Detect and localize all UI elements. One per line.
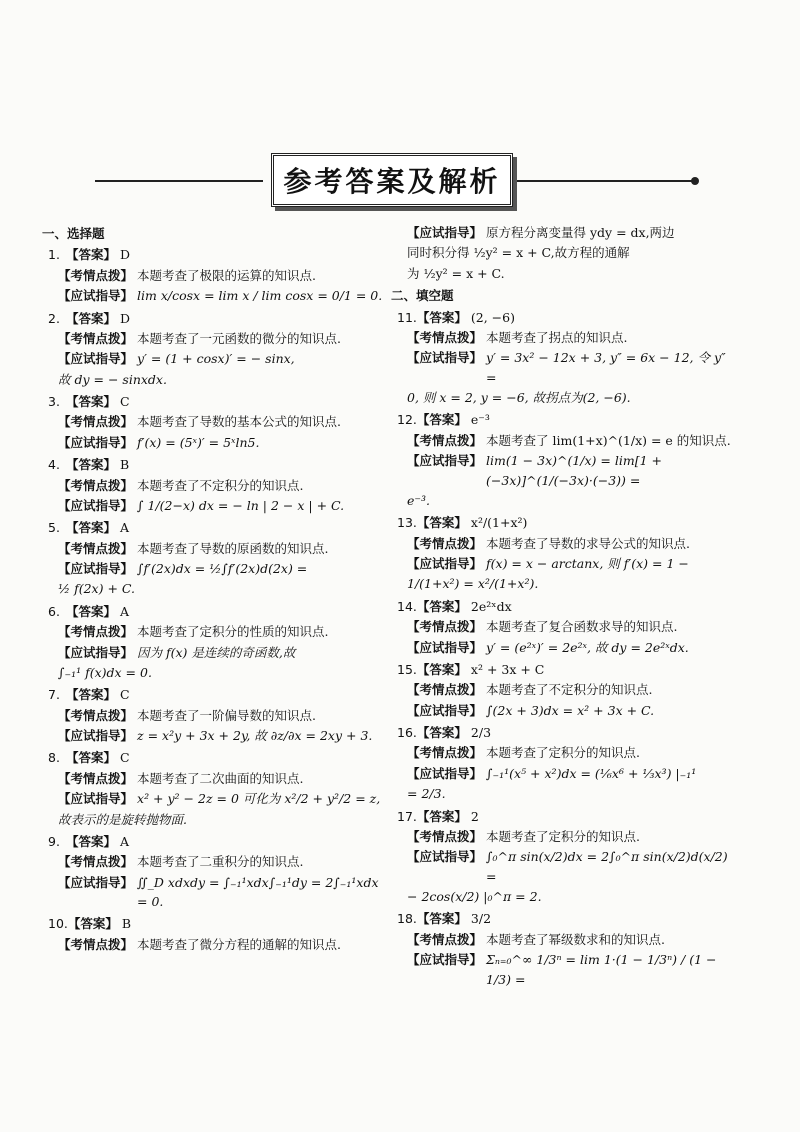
guide-label: 【应试指导】 [407,350,483,366]
point-line [58,476,383,495]
question-number: 11. [397,309,417,325]
answer-label: 【答案】 [66,520,117,536]
answer-label: 【答案】 [66,603,117,619]
guide-line [58,433,383,452]
guide-label: 【应试指导】 [407,556,483,571]
guide-label: 【应试指导】 [58,561,134,576]
answer-line [397,909,737,928]
point-line [58,769,383,788]
guide-text: lim x/cosx = lim x / lim cosx = 0/1 = 0. [137,288,383,304]
answer-value: 2 [470,808,479,824]
guide-label: 【应试指导】 [58,791,134,807]
question-number: 8. [48,750,60,766]
point-label: 【考情点拨】 [407,828,483,844]
section-heading-fill: 二、填空题 [391,288,454,304]
answer-value: C [120,750,130,766]
guide-text: ∫₀^π sin(x/2)dx = 2∫₀^π sin(x/2)d(x/2) = [486,849,728,884]
right-items [397,308,737,989]
question-item [48,602,383,683]
question-number: 1. [48,247,60,263]
guide-label: 【应试指导】 [58,644,134,660]
point-label: 【考情点拨】 [407,329,483,345]
question-number: 17. [397,808,417,824]
guide-continuation: − 2cos(x/2) |₀^π = 2. [407,889,542,904]
answer-line [48,832,383,851]
guide-line [58,726,383,745]
section-heading-choice: 一、选择题 [42,226,105,241]
point-line [58,412,383,431]
question-number: 10. [48,916,68,932]
point-label: 【考情点拨】 [407,745,483,761]
guide-text: Σₙ₌₀^∞ 1/3ⁿ = lim 1·(1 − 1/3ⁿ) / (1 − 1/3) = [486,952,717,987]
point-text: 本题考查了微分方程的通解的知识点. [137,936,341,952]
answer-line [48,748,383,767]
question-item [397,597,737,657]
point-label: 【考情点拨】 [407,432,483,448]
point-label: 【考情点拨】 [58,477,134,493]
answer-line [48,455,383,474]
answer-label: 【答案】 [66,310,117,326]
answer-line [397,410,737,429]
point-label: 【考情点拨】 [58,540,134,556]
question-item [48,245,383,305]
right-rule [517,180,695,182]
point-line [407,680,737,699]
answer-label: 【答案】 [67,916,118,932]
guide-label: 【应试指导】 [58,728,134,743]
point-text: 本题考查了定积分的知识点. [486,745,640,761]
point-label: 【考情点拨】 [407,619,483,635]
left-column [42,222,383,957]
guide-label: 【应试指导】 [407,702,483,718]
answer-label: 【答案】 [66,833,117,849]
point-text: 本题考查了定积分的性质的知识点. [137,624,329,640]
answer-label: 【答案】 [416,309,467,325]
point-label: 【考情点拨】 [58,330,134,346]
guide-line [407,764,737,783]
answer-line [397,513,737,532]
question-item [397,660,737,720]
answer-label: 【答案】 [416,725,467,740]
point-label: 【考情点拨】 [58,854,134,870]
answer-label: 【答案】 [66,457,117,473]
guide-line [58,286,383,305]
answer-label: 【答案】 [66,687,117,703]
answer-label: 【答案】 [66,394,117,409]
guide-text: ∫ 1/(2−x) dx = − ln | 2 − x | + C. [137,497,345,513]
question-number: 4. [48,457,60,473]
point-label: 【考情点拨】 [58,936,134,952]
guide-label: 【应试指导】 [58,288,134,304]
guide-line [58,789,383,808]
guide-label: 【应试指导】 [58,434,134,450]
answer-value: 3/2 [470,911,492,927]
guide-text: y′ = 3x² − 12x + 3, y″ = 6x − 12, 令 y″ = [486,350,726,385]
question-item [48,392,383,452]
point-label: 【考情点拨】 [58,770,134,786]
question-number: 2. [48,310,60,326]
guide-label: 【应试指导】 [58,874,134,890]
question-number: 13. [397,515,417,531]
guide-line [407,223,737,242]
point-label: 【考情点拨】 [407,931,483,947]
point-text: 本题考查了导数的求导公式的知识点. [486,535,690,551]
point-label: 【考情点拨】 [58,267,134,283]
guide-text: x² + y² − 2z = 0 可化为 x²/2 + y²/2 = z, [137,791,381,807]
question-item [397,807,737,907]
question-number: 12. [397,412,417,428]
point-text: 本题考查了拐点的知识点. [486,329,628,345]
question-item [48,685,383,745]
answer-value: C [120,394,130,409]
left-items [48,245,383,954]
guide-line [407,950,737,989]
answer-line [48,914,383,933]
answer-label: 【答案】 [66,247,117,263]
question-number: 16. [397,725,417,740]
point-text: 本题考查了复合函数求导的知识点. [486,619,678,635]
guide-continuation: 0, 则 x = 2, y = −6, 故拐点为(2, −6). [407,390,631,405]
question-number: 9. [48,833,60,849]
answer-value: B [120,457,130,473]
point-text: 本题考查了不定积分的知识点. [486,682,653,698]
answer-label: 【答案】 [416,808,467,824]
guide-label: 【应试指导】 [407,765,483,781]
guide-line [407,554,737,573]
guide-label: 【应试指导】 [407,952,483,968]
point-line [58,539,383,558]
question-item [397,723,737,804]
guide-continuation: 为 ½y² = x + C. [407,265,505,281]
point-text: 本题考查了极限的运算的知识点. [137,267,316,283]
q10-continuation [397,223,737,283]
guide-line [407,348,737,387]
guide-text: ∫f′(2x)dx = ½∫f′(2x)d(2x) = [137,561,308,576]
question-number: 15. [397,661,417,677]
answer-value: (2, −6) [470,309,515,325]
point-line [407,743,737,762]
question-number: 18. [397,911,417,927]
answer-value: A [120,520,130,536]
answer-line [48,685,383,704]
answer-value: D [120,247,131,263]
guide-line [58,643,383,662]
guide-label: 【应试指导】 [407,849,483,865]
guide-line [407,451,737,490]
point-line [407,328,737,347]
question-item [48,748,383,829]
left-rule [95,180,263,182]
answer-line [48,245,383,264]
point-line [407,827,737,846]
answer-value: 2e²ˣdx [470,598,512,614]
guide-text: ∫₋₁¹(x⁵ + x²)dx = (⅙x⁶ + ⅓x³) |₋₁¹ [486,765,697,781]
guide-line [58,349,383,368]
answer-value: C [120,687,130,703]
guide-continuation: ∫₋₁¹ f(x)dx = 0. [58,664,152,680]
point-label: 【考情点拨】 [407,682,483,698]
point-line [58,329,383,348]
question-item [48,832,383,912]
guide-label: 【应试指导】 [58,351,134,367]
guide-text: y′ = (1 + cosx)′ = − sinx, [137,351,295,367]
question-number: 5. [48,520,60,536]
guide-line [407,701,737,720]
guide-line [58,873,383,912]
guide-line [407,638,737,657]
title-banner [0,150,800,210]
question-number: 14. [397,598,417,614]
question-number: 7. [48,687,60,703]
answer-value: A [120,833,130,849]
point-text: 本题考查了不定积分的知识点. [137,477,304,493]
guide-text: ∬_D xdxdy = ∫₋₁¹xdx∫₋₁¹dy = 2∫₋₁¹xdx = 0. [137,874,379,909]
answer-line [397,660,737,679]
point-text: 本题考查了一阶偏导数的知识点. [137,707,316,723]
answer-line [48,309,383,328]
guide-line [407,847,737,886]
question-item [48,309,383,390]
answer-line [48,518,383,537]
point-text: 本题考查了 lim(1+x)^(1/x) = e 的知识点. [486,432,731,448]
guide-text: lim(1 − 3x)^(1/x) = lim[1 + (−3x)]^(1/(−3x)·(−3)) = [486,453,662,488]
answer-label: 【答案】 [416,515,467,531]
guide-continuation: = 2/3. [407,786,446,802]
question-item [397,410,737,510]
question-item [397,909,737,989]
point-line [58,935,383,954]
question-number: 3. [48,394,60,409]
point-line [58,266,383,285]
answer-label: 【答案】 [416,598,467,614]
point-text: 本题考查了定积分的知识点. [486,828,640,844]
point-text: 本题考查了导数的基本公式的知识点. [137,414,341,430]
point-text: 本题考查了一元函数的微分的知识点. [137,330,341,346]
guide-continuation: e⁻³. [407,492,430,508]
guide-label: 【应试指导】 [407,639,483,655]
point-line [58,852,383,871]
answer-value: e⁻³ [470,412,490,428]
point-line [407,431,737,450]
guide-text: y′ = (e²ˣ)′ = 2e²ˣ, 故 dy = 2e²ˣdx. [486,639,689,655]
answer-value: 2/3 [470,725,492,740]
right-column [391,222,737,992]
guide-line [58,496,383,515]
guide-label: 【应试指导】 [58,497,134,513]
point-text: 本题考查了幂级数求和的知识点. [486,931,665,947]
point-label: 【考情点拨】 [58,707,134,723]
question-number: 6. [48,603,60,619]
guide-text: z = x²y + 3x + 2y, 故 ∂z/∂x = 2xy + 3. [137,728,373,743]
guide-text: ∫(2x + 3)dx = x² + 3x + C. [486,702,655,718]
guide-text: 因为 f(x) 是连续的奇函数,故 [137,644,296,660]
question-item [48,914,383,954]
guide-text: 原方程分离变量得 ydy = dx,两边 [486,225,675,240]
point-line [58,706,383,725]
answer-line [397,723,737,742]
answer-value: A [120,603,130,619]
answer-label: 【答案】 [416,661,467,677]
question-item [48,455,383,515]
point-text: 本题考查了二重积分的知识点. [137,854,304,870]
answer-line [397,807,737,826]
guide-continuation: 1/(1+x²) = x²/(1+x²). [407,576,539,592]
guide-continuation: 故表示的是旋转抛物面. [58,811,187,827]
guide-label: 【应试指导】 [407,225,483,240]
answer-line [48,392,383,411]
point-label: 【考情点拨】 [58,414,134,430]
answer-value: x²/(1+x²) [470,515,528,531]
guide-continuation: ½ f(2x) + C. [58,581,135,597]
answer-label: 【答案】 [416,911,467,927]
guide-continuation: 同时积分得 ½y² = x + C,故方程的通解 [407,245,630,261]
answer-line [48,602,383,621]
guide-text: f′(x) = (5ˣ)′ = 5ˣln5. [137,434,260,450]
answer-line [397,597,737,616]
page-title: 参考答案及解析 [271,153,513,207]
point-line [407,617,737,636]
question-item [48,518,383,599]
point-line [407,930,737,949]
point-label: 【考情点拨】 [58,624,134,640]
point-line [407,534,737,553]
question-item [397,308,737,408]
answer-value: B [121,916,132,932]
guide-label: 【应试指导】 [407,453,483,469]
point-label: 【考情点拨】 [407,535,483,551]
guide-text: f(x) = x − arctanx, 则 f′(x) = 1 − [486,556,689,571]
answer-label: 【答案】 [66,750,117,766]
guide-continuation: 故 dy = − sinxdx. [58,371,167,387]
answer-value: D [120,310,131,326]
guide-line [58,559,383,578]
answer-value: x² + 3x + C [470,661,545,677]
point-line [58,622,383,641]
answer-label: 【答案】 [416,412,467,428]
question-item [397,513,737,594]
point-text: 本题考查了导数的原函数的知识点. [137,540,329,556]
answer-line [397,308,737,327]
point-text: 本题考查了二次曲面的知识点. [137,770,304,786]
